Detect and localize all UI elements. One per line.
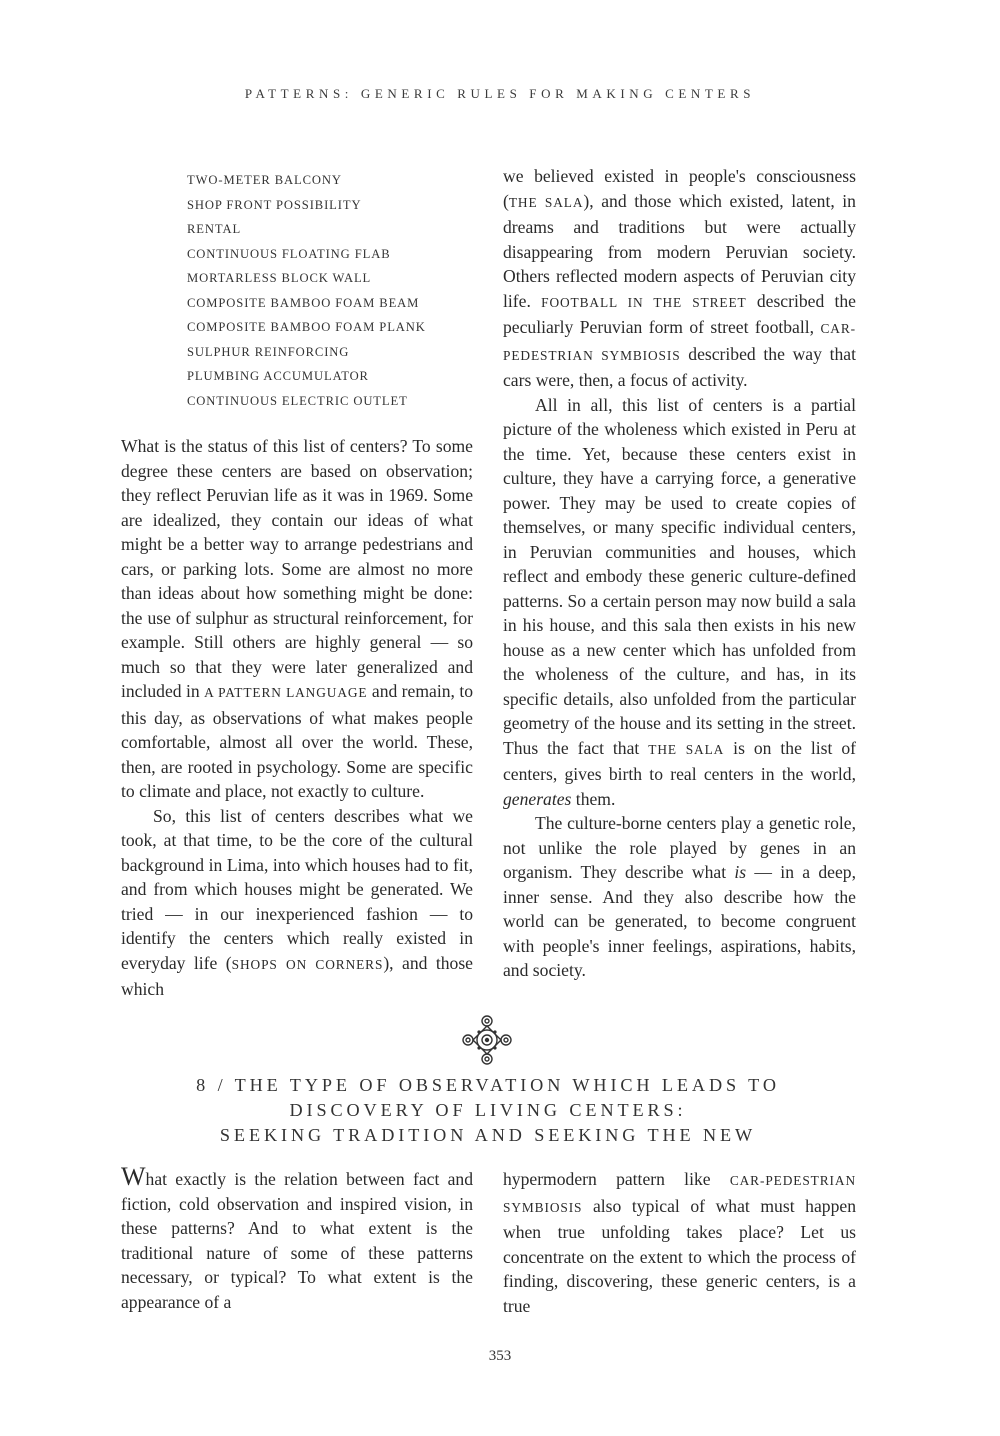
list-item: MORTARLESS BLOCK WALL (187, 271, 372, 285)
body-text: described the peculiarly Peruvian form of street football, (503, 290, 856, 337)
list-item: CONTINUOUS FLOATING FLAB (187, 246, 391, 261)
body-text: hypermodern pattern like (503, 1169, 730, 1189)
list-item: TWO-METER BALCONY (187, 173, 342, 187)
section-right-column (503, 1167, 856, 1318)
small-caps-term: THE SALA (508, 194, 584, 210)
body-text: — in a deep, inner sense. And they also describe how the world can be generated, to become congruent with people's inner feelings, aspirations, habits, and society. (503, 862, 856, 980)
paragraph (503, 164, 856, 393)
section-title (120, 1073, 856, 1148)
body-text: them. (571, 788, 616, 809)
body-text: hat exactly is the relation between fact and fiction, cold observation and inspired vision, in these patterns? And to what extent is the traditional nature of some of these patterns necessary, or typical? To what extent is the appearance of a (121, 1169, 473, 1312)
small-caps-term: CAR-PEDESTRIAN SYMBIOSIS (503, 321, 856, 363)
small-caps-term: CAR-PEDESTRIAN SYMBIOSIS (503, 1173, 856, 1215)
body-text: What is the status of this list of centers? To some degree these centers are based on observation; they reflect Peruvian life as it was in 1969. Some are idealized, they contain our ideas of what might be a better way to arrange pedestrians and cars, or parking lots. Some are almost no more than ideas about how something might be done: the use of sulphur as structural reinforcement, for example. Still others are highly general — so much so that they were later generalized and included in (121, 436, 473, 701)
body-text: we believed existed in people's consciousness ( (503, 166, 856, 211)
small-caps-term: THE SALA (648, 741, 725, 757)
body-text: The culture-borne centers play a genetic role, not unlike the role played by genes in an organism. They describe what (503, 813, 856, 882)
body-text: ), and those which (121, 952, 473, 999)
body-text: described the way that cars were, then, a focus of activity. (503, 343, 856, 390)
emphasis: generates (503, 788, 572, 809)
right-column (503, 164, 856, 983)
paragraph (121, 434, 473, 804)
ornament-icon (459, 1012, 515, 1068)
centers-list (187, 168, 426, 413)
drop-cap: W (121, 1162, 146, 1191)
paragraph (503, 393, 856, 812)
list-item: SHOP FRONT POSSIBILITY (187, 197, 362, 212)
body-text: All in all, this list of centers is a partial picture of the wholeness which existed in Peru at the time. Yet, because these centers exist in culture, they have a carrying force, a generative power. They may be used to create copies of themselves, or many specific individual centers, in Peruvian communities and houses, which reflect and embody these generic culture-defined patterns. So a certain person may now build a sala in his house, and this sala then exists in his new house as a new center which has unfolded from the wholeness of the culture, and has, in its specific details, also unfolded from the particular geometry of the house and its setting in the street. Thus the fact that (503, 394, 856, 758)
paragraph (503, 1167, 856, 1318)
list-item: COMPOSITE BAMBOO FOAM PLANK (187, 320, 426, 334)
section-title-line: SEEKING TRADITION AND SEEKING THE NEW (219, 1125, 757, 1145)
paragraph (121, 804, 473, 1002)
small-caps-term: FOOTBALL IN THE STREET (541, 294, 747, 310)
section-title-line: 8 / THE TYPE OF OBSERVATION WHICH LEADS TO (196, 1075, 780, 1095)
section-title-line: DISCOVERY OF LIVING CENTERS: (289, 1100, 687, 1120)
body-text: and remain, to this day, as observations of what makes people comfortable, almost all over the world. These, then, are rooted in psychology. Some are specific to climate and place, not exactly to culture. (121, 681, 474, 801)
list-item: SULPHUR REINFORCING (187, 344, 350, 359)
emphasis: is (734, 862, 747, 882)
paragraph (503, 811, 856, 983)
paragraph (121, 1162, 473, 1314)
section-left-column (121, 1162, 473, 1314)
body-text: So, this list of centers describes what we took, at that time, to be the core of the cultural background in Lima, into which houses had to fit, and from which houses might be generated. We tried — in our inexperienced fashion — to identify the centers which really existed in everyday life ( (121, 805, 473, 973)
list-item: PLUMBING ACCUMULATOR (187, 369, 369, 383)
running-head: PATTERNS: GENERIC RULES FOR MAKING CENTERS (244, 86, 756, 101)
small-caps-term: SHOPS ON CORNERS (231, 956, 384, 972)
left-column (121, 434, 473, 1002)
page-number: 353 (488, 1348, 512, 1364)
body-text: is on the list of centers, gives birth to real centers in the world, (503, 737, 856, 784)
small-caps-term: A PATTERN LANGUAGE (204, 685, 368, 700)
list-item: COMPOSITE BAMBOO FOAM BEAM (187, 295, 420, 310)
list-item: CONTINUOUS ELECTRIC OUTLET (187, 393, 408, 408)
list-item: RENTAL (187, 222, 242, 236)
body-text: ), and those which existed, latent, in dreams and traditions but were actually disappearing from modern Peruvian society. Others reflected modern aspects of Peruvian city life. (503, 190, 856, 311)
body-text: also typical of what must happen when true unfolding takes place? Let us concentrate on the extent to which the process of finding, discovering, these generic centers, is a true (503, 1195, 856, 1316)
